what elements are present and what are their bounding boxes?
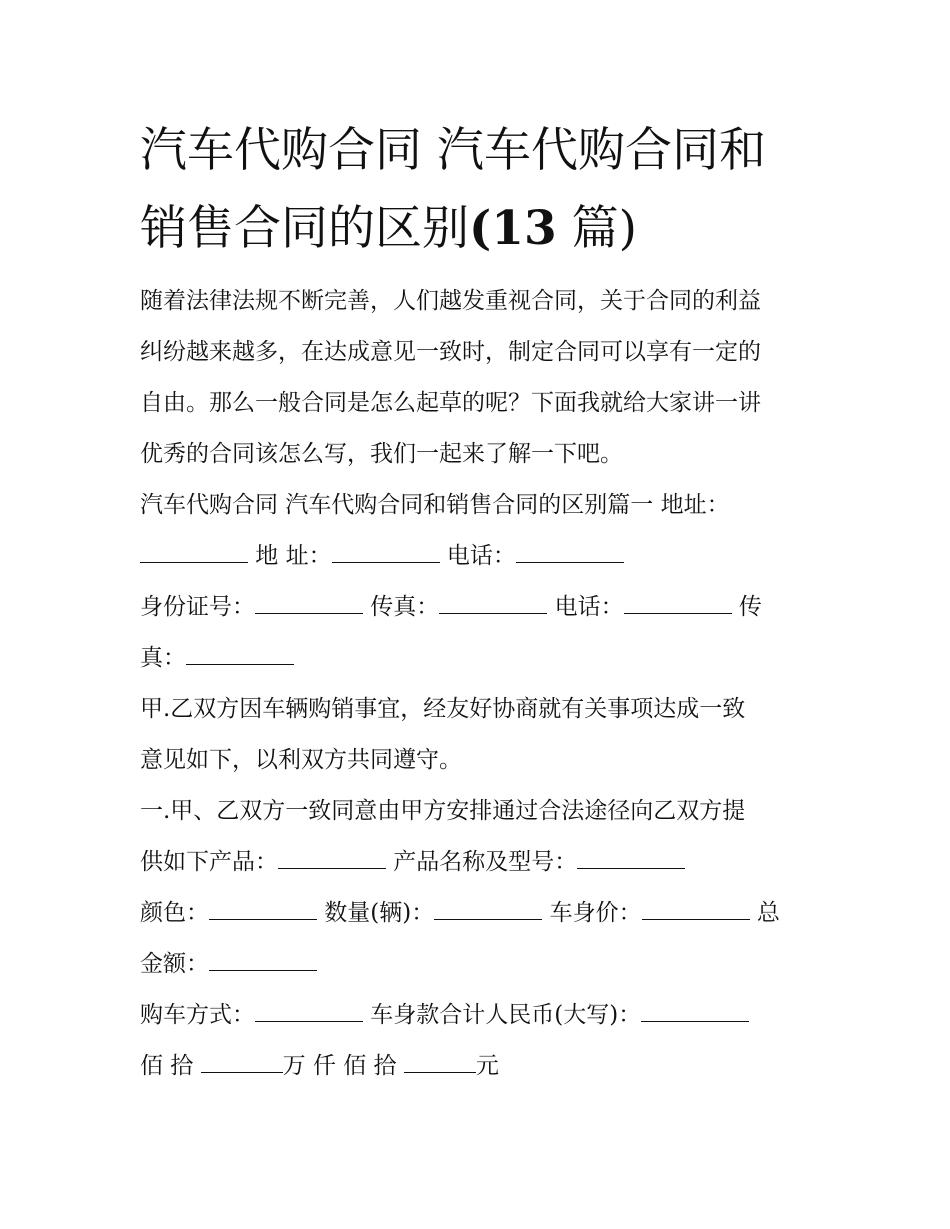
color-line [140, 888, 830, 939]
blank-field [642, 897, 750, 920]
total-label: 总 [749, 900, 780, 926]
total-line [140, 939, 830, 990]
blank-field [332, 540, 440, 563]
title-count: (13 [469, 201, 557, 256]
product-supply-label: 供如下产品： [140, 849, 278, 875]
product-model-label: 产品名称及型号： [386, 849, 578, 875]
address-label: 地 址： [248, 543, 332, 569]
blank-field [404, 1050, 476, 1073]
blank-field [255, 591, 363, 614]
clause1-line-2 [140, 837, 830, 888]
intro-line-4: 优秀的合同该怎么写，我们一起来了解一下吧。 [140, 441, 623, 467]
blank-field [140, 540, 248, 563]
blank-field [201, 1050, 283, 1073]
title-suffix: 篇) [571, 201, 637, 256]
blank-field [278, 846, 386, 869]
fax-label: 传真： [363, 594, 440, 620]
amount-units-a: 佰 拾 [140, 1053, 201, 1079]
id-line [140, 582, 830, 633]
amount-units-c: 元 [475, 1053, 499, 1079]
fax-line [140, 633, 830, 684]
title-line-2 [140, 190, 830, 268]
section-heading: 汽车代购合同 汽车代购合同和销售合同的区别篇一 地址： [140, 492, 730, 518]
blank-field [209, 948, 317, 971]
title-line-1: 汽车代购合同 汽车代购合同和 [140, 123, 766, 178]
clause1-line-1: 一.甲、乙双方一致同意由甲方安排通过合法途径向乙双方提 [140, 798, 746, 824]
phone-label-2: 电话： [547, 594, 624, 620]
document-body [140, 276, 830, 1092]
blank-field [624, 591, 732, 614]
amount-line [140, 1041, 830, 1092]
phone-label: 电话： [439, 543, 516, 569]
para1-line-1: 甲.乙双方因车辆购销事宜，经友好协商就有关事项达成一致 [140, 696, 746, 722]
intro-line-1: 随着法律法规不断完善，人们越发重视合同，关于合同的利益 [140, 288, 761, 314]
blank-field [516, 540, 624, 563]
fax-label-2: 传 [731, 594, 762, 620]
color-label: 颜色： [140, 900, 209, 926]
quantity-label: 数量(辆)： [317, 900, 435, 926]
blank-field [439, 591, 547, 614]
payment-method-label: 购车方式： [140, 1002, 255, 1028]
fax-label-2-cont: 真： [140, 645, 186, 671]
price-label: 车身价： [542, 900, 642, 926]
amount-units-b: 万 仟 佰 拾 [282, 1053, 404, 1079]
blank-field [186, 642, 294, 665]
para1-line-2: 意见如下，以利双方共同遵守。 [140, 747, 462, 773]
blank-field [434, 897, 542, 920]
id-label: 身份证号： [140, 594, 255, 620]
title-line-2-text: 销售合同的区别 [140, 201, 469, 256]
intro-line-2: 纠纷越来越多，在达成意见一致时，制定合同可以享有一定的 [140, 339, 761, 365]
blank-field [209, 897, 317, 920]
total-amount-label: 金额： [140, 951, 209, 977]
blank-field [641, 999, 749, 1022]
address-line [140, 531, 830, 582]
document-title [140, 112, 830, 268]
rmb-total-label: 车身款合计人民币(大写)： [363, 1002, 642, 1028]
blank-field [577, 846, 685, 869]
blank-field [255, 999, 363, 1022]
intro-line-3: 自由。那么一般合同是怎么起草的呢？下面我就给大家讲一讲 [140, 390, 761, 416]
payment-line [140, 990, 830, 1041]
